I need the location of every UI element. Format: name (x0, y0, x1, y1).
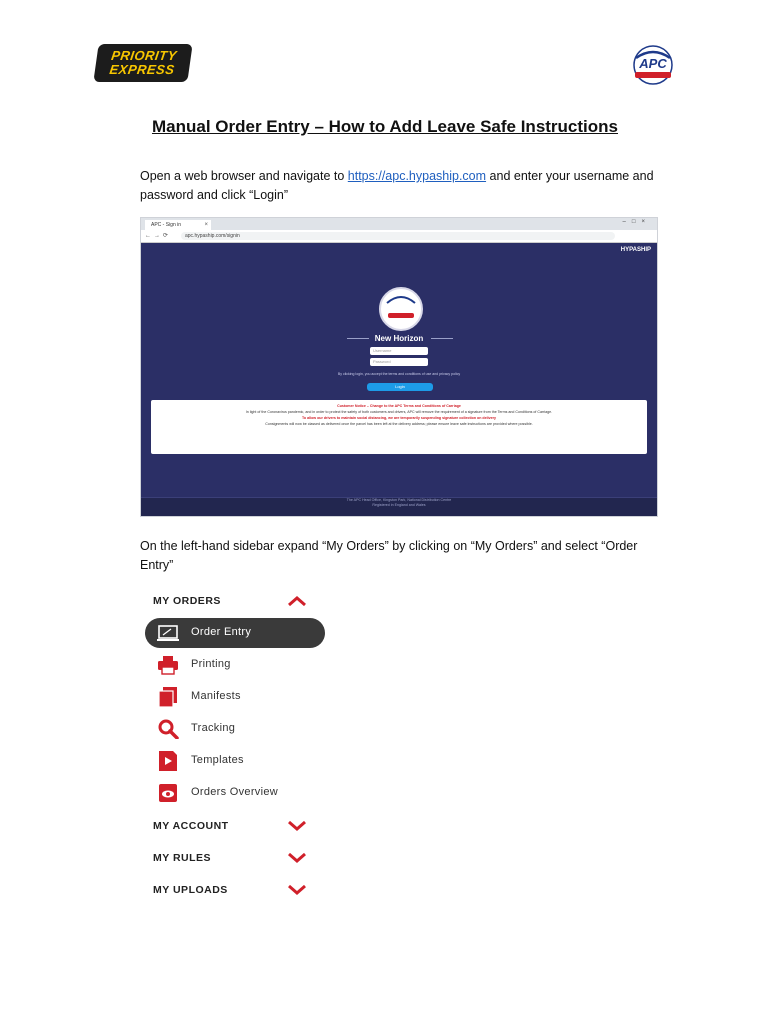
close-tab-icon: × (204, 222, 208, 228)
step-1-text-after: and enter your username and password and click “Login” (140, 169, 654, 202)
templates-icon (157, 751, 179, 771)
new-horizon-heading: New Horizon (374, 334, 424, 343)
apc-logo (629, 44, 677, 86)
printer-icon (157, 655, 179, 675)
browser-nav-icons: ←→⟳ (145, 233, 172, 239)
browser-url: apc.hypaship.com/signin (181, 232, 615, 240)
step-2-instruction: On the left-hand sidebar expand “My Orders” by clicking on “My Orders” and select “Order Entry” (140, 539, 638, 572)
browser-tab (145, 220, 211, 230)
my-uploads-header[interactable]: MY UPLOADS (153, 884, 228, 896)
apc-logo-text: APC (639, 56, 667, 71)
apc-badge-icon (379, 287, 423, 331)
step-1-text-before: Open a web browser and navigate to (140, 169, 348, 183)
username-input: Username (370, 347, 428, 355)
my-account-header[interactable]: MY ACCOUNT (153, 820, 229, 832)
chevron-down-icon[interactable] (287, 884, 307, 896)
notice-line-1: Customer Notice – Change to the APC Terms and Conditions of Carriage (337, 404, 461, 408)
page-title: Manual Order Entry – How to Add Leave Safe Instructions (151, 117, 618, 136)
sidebar-item-label: Printing (191, 658, 231, 670)
footer-line-2: Registered in England and Wales (372, 503, 426, 507)
login-footer (141, 497, 657, 516)
sidebar-item-label: Tracking (191, 722, 236, 734)
my-orders-header[interactable]: MY ORDERS (153, 595, 221, 607)
notice-line-2: In light of the Coronavirus pandemic, and in order to protect the safety of both customers and drivers, APC will remove the requirement of a signature from the Terms and Conditions of Carriage. (245, 410, 553, 414)
logo-line-1: PRIORITY (110, 48, 178, 63)
login-button: Login (367, 383, 433, 391)
browser-tab-title: APC - Sign in (151, 222, 182, 228)
sidebar-item-label: Manifests (191, 690, 241, 702)
browser-urlbar (141, 230, 657, 243)
manifests-icon (157, 687, 179, 707)
magnifier-icon (157, 719, 179, 739)
logo-line-2: EXPRESS (108, 62, 176, 77)
login-fineprint: By clicking login, you accept the terms and conditions of use and privacy policy (337, 372, 461, 376)
overview-eye-icon (157, 783, 179, 803)
sidebar-item-orders-overview[interactable] (145, 778, 325, 808)
sidebar-item-tracking[interactable] (145, 714, 325, 744)
priority-express-logo (93, 44, 192, 82)
hypaship-link[interactable]: https://apc.hypaship.com (347, 169, 487, 183)
chevron-up-icon[interactable] (287, 595, 307, 607)
step-1-instruction (140, 167, 670, 205)
customer-notice (151, 400, 647, 454)
browser-tabbar (141, 218, 657, 230)
notice-line-4: Consignments will now be classed as delivered once the parcel has been left at the delivery address; please ensure leave safe instructions are provided where possible. (265, 422, 533, 426)
password-input: Password (370, 358, 428, 366)
footer-line-1: The APC Head Office, Kingston Park, National Distribution Centre (346, 498, 452, 502)
sidebar-item-templates[interactable] (145, 746, 325, 776)
sidebar-item-order-entry[interactable] (145, 618, 325, 648)
sidebar-item-label: Order Entry (191, 626, 252, 638)
sidebar-item-label: Orders Overview (191, 786, 279, 798)
order-entry-icon (157, 623, 179, 643)
sidebar-item-printing[interactable] (145, 650, 325, 680)
chevron-down-icon[interactable] (287, 820, 307, 832)
sidebar-item-manifests[interactable] (145, 682, 325, 712)
sidebar-item-label: Templates (191, 754, 244, 766)
login-page (141, 243, 657, 516)
chevron-down-icon[interactable] (287, 852, 307, 864)
browser-login-screenshot (140, 217, 658, 517)
notice-line-3: To allow our drivers to maintain social distancing, we are temporarily suspending signature collection on delivery (301, 416, 497, 420)
my-rules-header[interactable]: MY RULES (153, 852, 212, 864)
hypaship-brand: HYPASHIP (620, 247, 651, 253)
window-controls: –□× (622, 219, 651, 225)
